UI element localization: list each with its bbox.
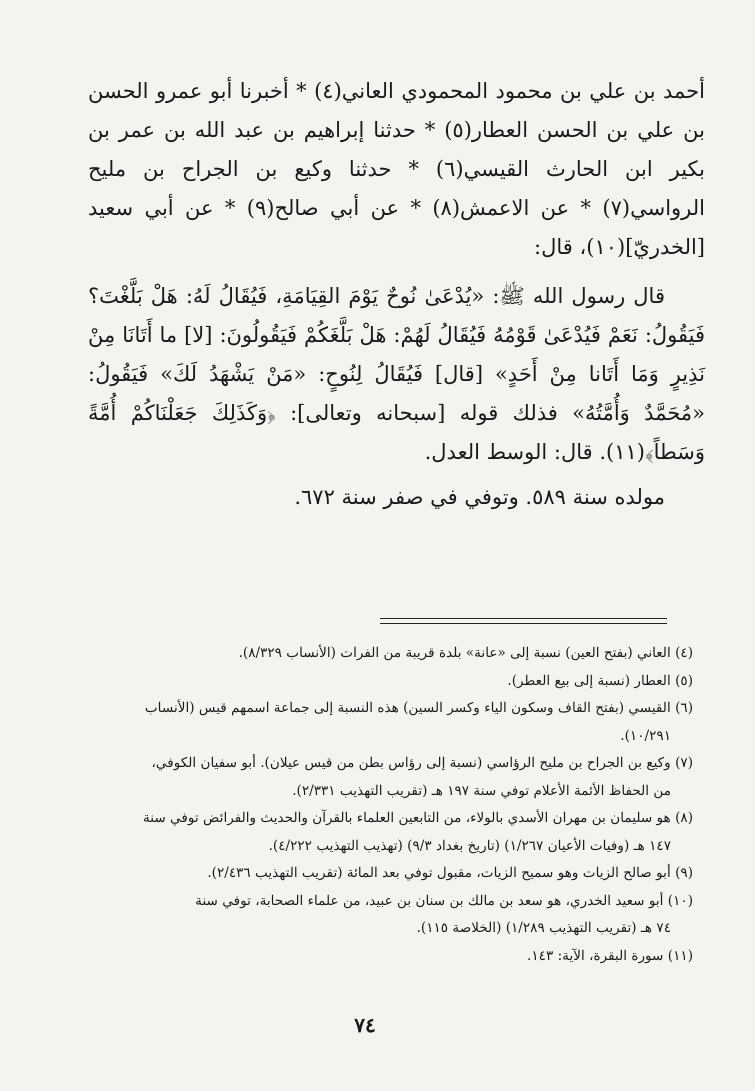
footnote-4 <box>98 640 693 668</box>
footnote-text: وكيع بن الجراح بن مليح الرؤاسي (نسبة إلى رؤاس بطن من قيس عيلان). أبو سفيان الكوفي، <box>151 755 671 771</box>
footnote-number: (١٠) <box>667 892 693 909</box>
footnote-number: (٧) <box>675 755 693 771</box>
main-text <box>88 72 705 517</box>
footnote-5 <box>98 668 693 696</box>
footnote-number: (٤) <box>675 645 693 661</box>
page-number: ٧٤ <box>354 1013 376 1037</box>
separator-rule <box>380 623 667 624</box>
footnote-7 <box>98 750 693 805</box>
footnote-text: هو سليمان بن مهران الأسدي بالولاء، من التابعين العلماء بالقرآن والحديث والفرائض توفي سنة <box>142 810 671 826</box>
footnote-text-continued: من الحفاظ الأئمة الأعلام توفي سنة ١٩٧ هـ (تقريب التهذيب ٢/٣٣١). <box>292 782 671 799</box>
footnote-text: أبو سعيد الخدري، هو سعد بن مالك بن سنان بن عبيد، من علماء الصحابة، توفي سنة <box>195 892 664 909</box>
footnote-10 <box>98 888 693 943</box>
separator-rule <box>380 618 667 619</box>
footnote-text: القيسي (بفتح القاف وسكون الياء وكسر السين) هذه النسبة إلى جماعة اسمهم قيس (الأنساب <box>144 700 671 716</box>
footnote-text: أبو صالح الزيات وهو سميح الزيات، مقبول توفي بعد المائة (تقريب التهذيب ٢/٤٣٦). <box>207 865 671 881</box>
footnote-number: (١١) <box>667 947 693 964</box>
footnotes <box>98 640 693 970</box>
footnote-number: (٨) <box>675 810 693 826</box>
isnad-paragraph: أحمد بن علي بن محمود المحمودي العاني(٤) * أخبرنا أبو عمرو الحسن بن علي بن الحسن العطار(٥) * حدثنا إبراهيم بن عبد الله بن عمر بن بكير ابن الحارث القيسي(٦) * حدثنا وكيع بن الجراح بن مليح الرواسي(٧) * عن الاعمش(٨) * عن أبي صالح(٩) * عن أبي سعيد [الخدريّ](١٠)، قال: <box>88 79 705 259</box>
footnote-number: (٦) <box>675 700 693 716</box>
footnote-separator <box>380 618 667 628</box>
birth-death-line: مولده سنة ٥٨٩. وتوفي في صفر سنة ٦٧٢. <box>294 485 665 509</box>
footnote-number: (٩) <box>675 865 693 881</box>
footnote-text-continued: ١٤٧ هـ (وفيات الأعيان ١/٢٦٧) (تاريخ بغداد ٩/٣) (تهذيب التهذيب ٤/٢٢٢). <box>268 837 671 854</box>
footnote-text: سورة البقرة، الآية: ١٤٣. <box>527 947 664 964</box>
hadith-paragraph: قال رسول الله ﷺ: «يُدْعَىٰ نُوحٌ يَوْمَ القِيَامَةِ، فَيُقَالُ لَهُ: هَلْ بَلَّغْتَ؟ فَيَقُولُ: نَعَمْ فَيُدْعَىٰ قَوْمُهُ فَيُقَالُ لَهُمْ: هَلْ بَلَّغَكُمْ فَيَقُولُونَ: [لا] ما أَتَانَا مِنْ نَذِيرٍ وَمَا أَتَانا مِنْ أَحَدٍ» [قال] فَيُقَالُ لِنُوحٍ: «مَنْ يَشْهَدُ لَكَ» فَيَقُولُ: «مُحَمَّدٌ وَأُمَّتُهُ» فذلك قوله [سبحانه وتعالى]: ﴿وَكَذَلِكَ جَعَلْنَاكُمْ أُمَّةً وَسَطاً﴾(١١). قال: الوسط العدل. <box>88 284 705 464</box>
footnote-text: العطار (نسبة إلى بيع العطر). <box>507 672 671 689</box>
footnote-text-continued: ٧٤ هـ (تقريب التهذيب ١/٢٨٩) (الخلاصة ١١٥). <box>416 920 671 936</box>
footnote-text-continued: ١٠/٢٩١). <box>620 727 671 744</box>
footnote-number: (٥) <box>675 672 693 689</box>
footnote-11 <box>98 943 693 971</box>
footnote-8 <box>98 805 693 860</box>
footnote-6 <box>98 695 693 750</box>
footnote-text: العاني (بفتح العين) نسبة إلى «عانة» بلدة قريبة من الفرات (الأنساب ٨/٣٢٩). <box>238 645 671 661</box>
footnote-9 <box>98 860 693 888</box>
